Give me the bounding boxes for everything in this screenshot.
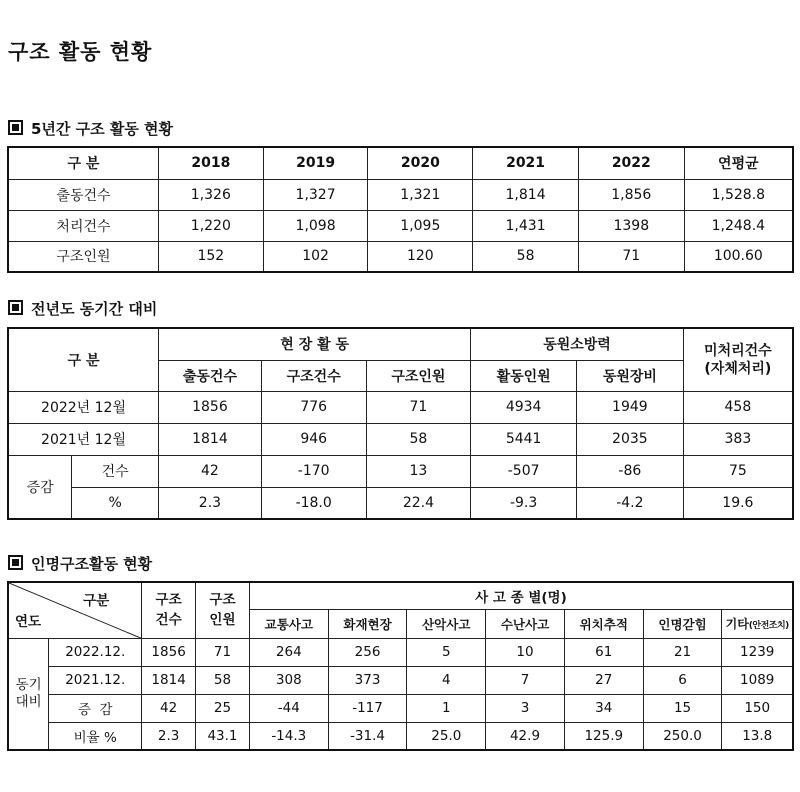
table-cell: 1856 bbox=[142, 638, 196, 666]
row-label: 처리건수 bbox=[8, 210, 158, 241]
table-cell: 71 bbox=[366, 391, 471, 423]
table-cell: 1,326 bbox=[158, 179, 263, 210]
table-cell: 2035 bbox=[577, 423, 684, 455]
row-group-label: 동기 대비 bbox=[8, 638, 49, 750]
table-cell: 13 bbox=[366, 455, 471, 487]
table-cell: 61 bbox=[564, 638, 643, 666]
diag-top-label: 구분 bbox=[83, 593, 110, 609]
table-row bbox=[8, 391, 793, 423]
table-cell: 34 bbox=[564, 694, 643, 722]
table-row bbox=[8, 423, 793, 455]
table-cell: 250.0 bbox=[643, 722, 722, 750]
header-cell: 화재현장 bbox=[328, 609, 407, 638]
table-cell: 1,220 bbox=[158, 210, 263, 241]
header-cell: 2021 bbox=[473, 147, 579, 179]
table-cell: 22.4 bbox=[366, 487, 471, 519]
table-cell: 1,321 bbox=[368, 179, 473, 210]
table-cell: -117 bbox=[328, 694, 407, 722]
table-cell: 5 bbox=[407, 638, 486, 666]
table-cell: 1089 bbox=[722, 666, 793, 694]
table-cell: 1,814 bbox=[473, 179, 579, 210]
row-label: 2022년 12월 bbox=[8, 391, 159, 423]
section-title: 5년간 구조 활동 현황 bbox=[31, 120, 174, 138]
header-mobilized: 동원소방력 bbox=[471, 328, 683, 360]
table-cell: 1398 bbox=[578, 210, 684, 241]
section-title: 전년도 동기간 대비 bbox=[31, 300, 158, 318]
table-cell: 75 bbox=[683, 455, 793, 487]
table-cell: 1,856 bbox=[578, 179, 684, 210]
header-cell: 산악사고 bbox=[407, 609, 486, 638]
table-cell: 1949 bbox=[577, 391, 684, 423]
table-cell: 19.6 bbox=[683, 487, 793, 519]
table-cell: 946 bbox=[261, 423, 366, 455]
table-cell: 458 bbox=[683, 391, 793, 423]
header-unprocessed: 미처리건수 (자체처리) bbox=[683, 328, 793, 391]
table-row bbox=[8, 694, 793, 722]
table-cell: 2.3 bbox=[142, 722, 196, 750]
table-cell: 1814 bbox=[142, 666, 196, 694]
table-cell: 150 bbox=[722, 694, 793, 722]
table-cell: 25.0 bbox=[407, 722, 486, 750]
table-cell: 1,098 bbox=[263, 210, 368, 241]
table-row bbox=[8, 455, 793, 487]
table-cell: 5441 bbox=[471, 423, 577, 455]
header-other-sub: (안전조치) bbox=[748, 621, 789, 631]
header-cell: 출동건수 bbox=[159, 360, 262, 391]
table-cell: 308 bbox=[249, 666, 328, 694]
table-yoy-comparison bbox=[7, 327, 794, 520]
table-cell: 42 bbox=[142, 694, 196, 722]
table-row bbox=[8, 638, 793, 666]
table-cell: 43.1 bbox=[196, 722, 250, 750]
square-bullet-icon bbox=[8, 555, 23, 570]
table-cell: 152 bbox=[158, 241, 263, 272]
header-cell: 동원장비 bbox=[577, 360, 684, 391]
square-bullet-icon bbox=[8, 120, 23, 135]
table-cell: 1,431 bbox=[473, 210, 579, 241]
header-cell: 활동인원 bbox=[471, 360, 577, 391]
header-diagonal bbox=[8, 582, 142, 638]
table-cell: 256 bbox=[328, 638, 407, 666]
table-cell: 42 bbox=[159, 455, 262, 487]
header-rescue-people: 구조 인원 bbox=[196, 582, 250, 638]
table-cell: 13.8 bbox=[722, 722, 793, 750]
header-cell-other bbox=[722, 609, 793, 638]
table-cell: 383 bbox=[683, 423, 793, 455]
table-cell: 1,327 bbox=[263, 179, 368, 210]
table-cell: 42.9 bbox=[486, 722, 565, 750]
table-cell: 71 bbox=[578, 241, 684, 272]
header-cell: 교통사고 bbox=[249, 609, 328, 638]
header-rescue-count: 구조 건수 bbox=[142, 582, 196, 638]
table-cell: 21 bbox=[643, 638, 722, 666]
table-header-row bbox=[8, 582, 793, 609]
table-cell: 58 bbox=[366, 423, 471, 455]
table-cell: 4934 bbox=[471, 391, 577, 423]
header-cell: 위치추적 bbox=[564, 609, 643, 638]
table-cell: 1239 bbox=[722, 638, 793, 666]
table-cell: -86 bbox=[577, 455, 684, 487]
diag-bottom-label: 연도 bbox=[15, 613, 42, 630]
row-label: 건수 bbox=[72, 455, 159, 487]
table-cell: 1,095 bbox=[368, 210, 473, 241]
table-cell: 58 bbox=[196, 666, 250, 694]
header-field-activity: 현 장 활 동 bbox=[159, 328, 471, 360]
row-label: 출동건수 bbox=[8, 179, 158, 210]
table-cell: 1814 bbox=[159, 423, 262, 455]
header-other-main: 기타 bbox=[725, 617, 749, 631]
table-cell: 264 bbox=[249, 638, 328, 666]
table-row bbox=[8, 210, 793, 241]
table-cell: 1 bbox=[407, 694, 486, 722]
table-cell: 15 bbox=[643, 694, 722, 722]
row-label: 2022.12. bbox=[49, 638, 142, 666]
header-gubun: 구 분 bbox=[8, 328, 159, 391]
table-cell: 6 bbox=[643, 666, 722, 694]
table-row bbox=[8, 179, 793, 210]
table-cell: 7 bbox=[486, 666, 565, 694]
row-label: 구조인원 bbox=[8, 241, 158, 272]
table-cell: 120 bbox=[368, 241, 473, 272]
table-cell: 71 bbox=[196, 638, 250, 666]
header-cell: 구조건수 bbox=[261, 360, 366, 391]
table-cell: -4.2 bbox=[577, 487, 684, 519]
table-cell: -170 bbox=[261, 455, 366, 487]
table-header-row bbox=[8, 147, 793, 179]
row-label: 비율 % bbox=[49, 722, 142, 750]
table-cell: 25 bbox=[196, 694, 250, 722]
header-accident-types: 사 고 종 별(명) bbox=[249, 582, 793, 609]
table-cell: -507 bbox=[471, 455, 577, 487]
section-heading-lifesaving bbox=[8, 553, 152, 574]
table-cell: 1,528.8 bbox=[684, 179, 793, 210]
table-cell: -44 bbox=[249, 694, 328, 722]
header-cell: 2019 bbox=[263, 147, 368, 179]
table-cell: -14.3 bbox=[249, 722, 328, 750]
row-label: 증 감 bbox=[49, 694, 142, 722]
square-bullet-icon bbox=[8, 300, 23, 315]
section-heading-5year bbox=[8, 118, 173, 139]
table-header-row bbox=[8, 328, 793, 360]
table-cell: 58 bbox=[473, 241, 579, 272]
table-cell: -31.4 bbox=[328, 722, 407, 750]
table-cell: 776 bbox=[261, 391, 366, 423]
header-cell: 인명갇힘 bbox=[643, 609, 722, 638]
header-cell: 구 분 bbox=[8, 147, 158, 179]
row-group-label: 증감 bbox=[8, 455, 72, 519]
table-5year-rescue bbox=[7, 146, 794, 273]
table-cell: 100.60 bbox=[684, 241, 793, 272]
table-lifesaving-activity bbox=[7, 581, 794, 751]
table-cell: 2.3 bbox=[159, 487, 262, 519]
table-cell: 4 bbox=[407, 666, 486, 694]
table-cell: 102 bbox=[263, 241, 368, 272]
table-cell: 125.9 bbox=[564, 722, 643, 750]
table-cell: 373 bbox=[328, 666, 407, 694]
table-row bbox=[8, 241, 793, 272]
table-cell: -18.0 bbox=[261, 487, 366, 519]
row-label: 2021.12. bbox=[49, 666, 142, 694]
table-row bbox=[8, 487, 793, 519]
page-title: 구조 활동 현황 bbox=[8, 40, 153, 64]
section-heading-yoy bbox=[8, 298, 157, 319]
table-row bbox=[8, 722, 793, 750]
header-cell: 2018 bbox=[158, 147, 263, 179]
section-title: 인명구조활동 현황 bbox=[31, 555, 153, 573]
header-cell: 2020 bbox=[368, 147, 473, 179]
row-label: 2021년 12월 bbox=[8, 423, 159, 455]
table-cell: 27 bbox=[564, 666, 643, 694]
header-cell: 연평균 bbox=[684, 147, 793, 179]
table-cell: -9.3 bbox=[471, 487, 577, 519]
table-cell: 1856 bbox=[159, 391, 262, 423]
table-cell: 3 bbox=[486, 694, 565, 722]
row-label: % bbox=[72, 487, 159, 519]
table-cell: 10 bbox=[486, 638, 565, 666]
header-cell: 수난사고 bbox=[486, 609, 565, 638]
table-row bbox=[8, 666, 793, 694]
table-cell: 1,248.4 bbox=[684, 210, 793, 241]
header-cell: 2022 bbox=[578, 147, 684, 179]
header-cell: 구조인원 bbox=[366, 360, 471, 391]
